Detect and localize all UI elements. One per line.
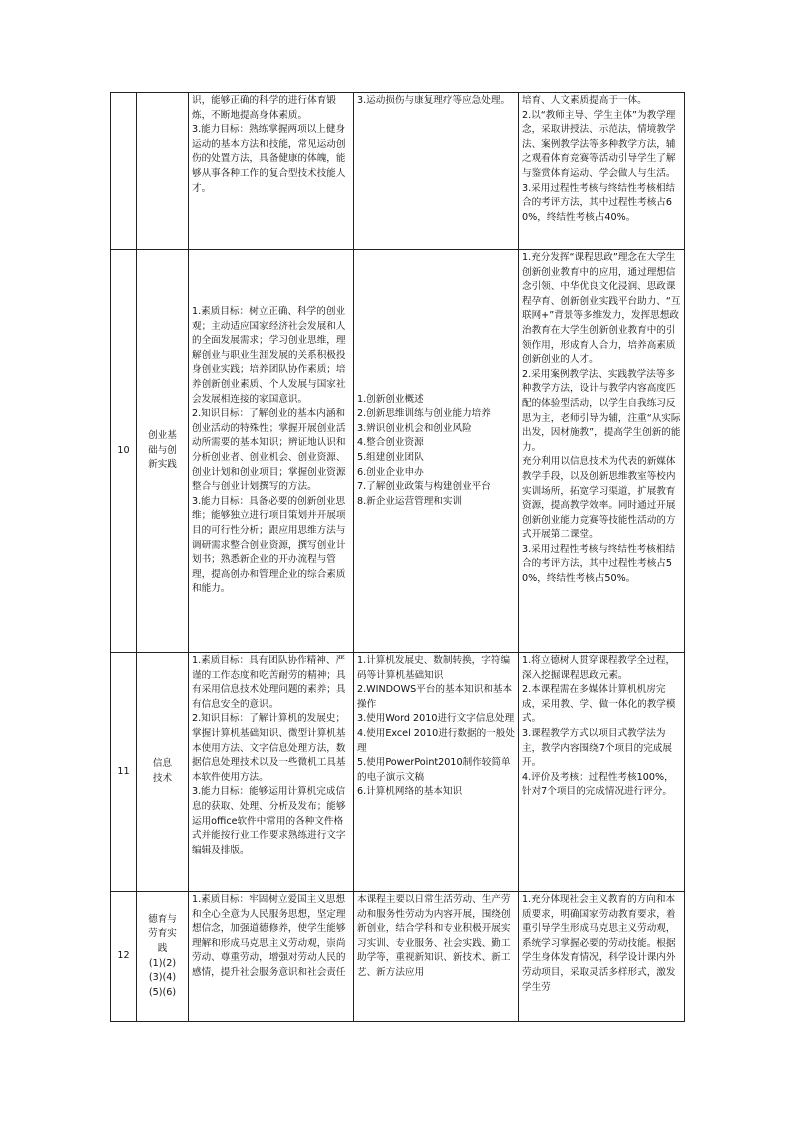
course-name-cell — [137, 93, 189, 250]
course-name-line: 新实践 — [148, 459, 177, 471]
course-table — [110, 92, 685, 1022]
course-name-line: (1)(2) — [148, 957, 177, 969]
cell-paragraph: 1.充分发挥“课程思政”理念在大学生创新创业教育中的应用，通过理想信念引领、中华优良文化浸润、思政课程孕育、创新创业实践平台助力、“互联网+”背景等多维发力，发挥思想政治教育在大学生创新创业教育中的引领作用，形成育人合力，培养高素质创新创业的人才。 — [522, 252, 681, 366]
row-number — [111, 93, 137, 250]
content-cell — [354, 93, 519, 250]
cell-paragraph: 3.采用过程性考核与终结性考核相结合的考评方法，其中过程性考核占50%，终结性考核占50%。 — [522, 543, 676, 585]
table-body — [111, 93, 685, 1022]
cell-paragraph: 8.新企业运营管理和实训 — [357, 495, 463, 507]
table-row — [111, 653, 685, 892]
objectives-cell — [189, 892, 354, 1022]
cell-paragraph: 2.知识目标：了解计算机的发展史；掌握计算机基础知识、微型计算机基本使用方法、文字信息处理方法，数据信息处理技术以及一些微机工具基本软件使用方法。 — [192, 713, 346, 783]
cell-paragraph: 4.评价及考核：过程性考核100%，针对7个项目的完成情况进行评分。 — [522, 771, 674, 798]
cell-paragraph: 2.知识目标：了解创业的基本内涵和创业活动的特殊性；掌握开展创业活动所需要的基本知识；辨证地认识和分析创业者、创业机会、创业资源、创业计划和创业项目；掌握创业资源整合与创业计划撰写的方法。 — [192, 408, 346, 493]
requirements-cell — [519, 653, 685, 892]
cell-paragraph: 3.能力目标：能够运用计算机完成信息的获取、处理、分析及发布；能够运用office软件中常用的各种文件格式并能按行业工作要求熟练进行文字编辑及排版。 — [192, 786, 346, 856]
course-name-line: 础与创 — [148, 444, 177, 456]
content-cell — [354, 653, 519, 892]
cell-paragraph: 7.了解创业政策与构建创业平台 — [357, 481, 491, 493]
cell-paragraph: 识，能够正确的科学的进行体育锻炼，不断地提高身体素质。 — [192, 95, 336, 121]
cell-paragraph: 6.计算机网络的基本知识 — [357, 786, 463, 798]
cell-paragraph: 2.采用案例教学法、实践教学法等多种教学方法，设计与教学内容高度匹配的体验型活动，以学生自我练习反思为主，老师引导为辅，注重“从实际出发，因材施教”，提高学生创新的能力。 — [522, 368, 681, 453]
course-name-cell — [137, 653, 189, 892]
course-name-line: 技术 — [152, 773, 173, 784]
cell-paragraph: 1.将立德树人贯穿课程教学全过程，深入挖掘课程思政元素。 — [522, 655, 676, 681]
cell-paragraph: 4.使用Excel 2010进行数据的一般处理 — [357, 727, 515, 754]
cell-paragraph: 1.素质目标：牢固树立爱国主义思想和全心全意为人民服务思想，坚定理想信念，加强道德修养，使学生能够理解和形成马克思主义劳动观，崇尚劳动、尊重劳动，增强对劳动人民的感情，提升社会服务意识和社会责任 — [192, 894, 346, 978]
cell-paragraph: 1.创新创业概述 — [357, 393, 424, 405]
row-number: 10 — [111, 250, 137, 653]
course-name-cell — [137, 892, 189, 1022]
content-cell — [354, 892, 519, 1022]
cell-paragraph: 4.整合创业资源 — [357, 437, 424, 449]
cell-paragraph: 1.充分体现社会主义教育的方向和本质要求，明确国家劳动教育要求，着重引导学生形成马克思主义劳动观，系统学习掌握必要的劳动技能。根据学生身体发育情况，科学设计课内外劳动项目，采取灵活多样形式，激发学生劳 — [522, 894, 676, 993]
cell-paragraph: 本课程主要以日常生活劳动、生产劳动和服务性劳动为内容开展，围绕创新创业，结合学科和专业积极开展实习实训、专业服务、社会实践、勤工助学等，重视新知识、新技术、新工艺、新方法应用 — [357, 894, 511, 978]
cell-paragraph: 充分利用以信息技术为代表的新媒体教学手段，以及创新思维教室等校内实训场所，拓宽学习渠道，扩展教育资源，提高教学效率。同时通过开展创新创业能力竞赛等技能性活动的方式开展第二课堂。 — [522, 456, 676, 541]
cell-paragraph: 1.计算机发展史、数制转换，字符编码等计算机基础知识 — [357, 655, 511, 681]
course-name-line: 信息 — [152, 758, 173, 770]
requirements-cell — [519, 93, 685, 250]
table-row — [111, 250, 685, 653]
cell-paragraph: 2.创新思维训练与创业能力培养 — [357, 408, 491, 420]
requirements-cell — [519, 892, 685, 1022]
cell-paragraph: 1.素质目标：具有团队协作精神、严谨的工作态度和吃苦耐劳的精神；具有采用信息技术处理问题的素养；具有信息安全的意识。 — [192, 655, 346, 710]
cell-paragraph: 3.运动损伤与康复理疗等应急处理。 — [357, 95, 511, 106]
cell-paragraph: 2.以“教师主导、学生主体”为教学理念，采取讲授法、示范法，情境教学法、案例教学法等多种教学方法，辅之观看体育竞赛等活动引导学生了解与鉴赏体育运动、学会做人与生活。 — [522, 109, 676, 179]
cell-paragraph: 3.课程教学方式以项目式教学法为主，教学内容围绕7个项目的完成展开。 — [522, 727, 673, 769]
content-cell — [354, 250, 519, 653]
cell-paragraph: 3.能力目标：具备必要的创新创业思维；能够独立进行项目策划并开展项目的可行性分析；跟应用思维方法与调研需求整合创业资源，撰写创业计划书；熟悉新企业的开办流程与管理，提高创办和管理企业的综合素质和能力。 — [192, 495, 346, 595]
cell-paragraph: 培育、人文素质提高于一体。 — [522, 95, 647, 106]
objectives-cell — [189, 653, 354, 892]
objectives-cell — [189, 250, 354, 653]
course-name-line: (5)(6) — [148, 986, 177, 998]
course-name-cell — [137, 250, 189, 653]
cell-paragraph: 3.使用Word 2010进行文字信息处理 — [357, 713, 515, 725]
objectives-cell — [189, 93, 354, 250]
course-name-line: 德育与 — [148, 913, 177, 925]
cell-paragraph: 6.创业企业申办 — [357, 466, 424, 478]
course-name-line: 践 — [157, 942, 168, 954]
cell-paragraph: 5.组建创业团队 — [357, 452, 424, 463]
cell-paragraph: 1.素质目标：树立正确、科学的创业观；主动适应国家经济社会发展和人的全面发展需求；学习创业思维，理解创业与职业生涯发展的关系积极投身创业实践；培养团队协作素质；培养创新创业素质、个人发展与国家社会发展相连接的家国意识。 — [192, 306, 346, 405]
course-name-line: 创业基 — [148, 430, 177, 442]
requirements-cell — [519, 250, 685, 653]
cell-paragraph: 2.WINDOWS平台的基本知识和基本操作 — [357, 684, 513, 710]
cell-paragraph: 5.使用PowerPoint2010制作较简单的电子演示文稿 — [357, 757, 511, 783]
table-row — [111, 892, 685, 1022]
row-number: 12 — [111, 892, 137, 1022]
cell-paragraph: 2.本课程需在多媒体计算机机房完成，采用教、学、做一体化的教学模式。 — [522, 684, 676, 725]
cell-paragraph: 3.辨识创业机会和创业风险 — [357, 422, 472, 434]
course-name-line: (3)(4) — [148, 972, 177, 984]
cell-paragraph: 3.能力目标：熟练掌握两项以上健身运动的基本方法和技能，常见运动创伤的处置方法，具备健康的体魄，能够从事各种工作的复合型技术技能人才。 — [192, 124, 346, 194]
table-row — [111, 93, 685, 250]
row-number: 11 — [111, 653, 137, 892]
cell-paragraph: 3.采用过程性考核与终结性考核相结合的考评方法，其中过程性考核占60%，终结性考核占40%。 — [522, 182, 676, 223]
course-name-line: 劳育实 — [148, 928, 177, 940]
